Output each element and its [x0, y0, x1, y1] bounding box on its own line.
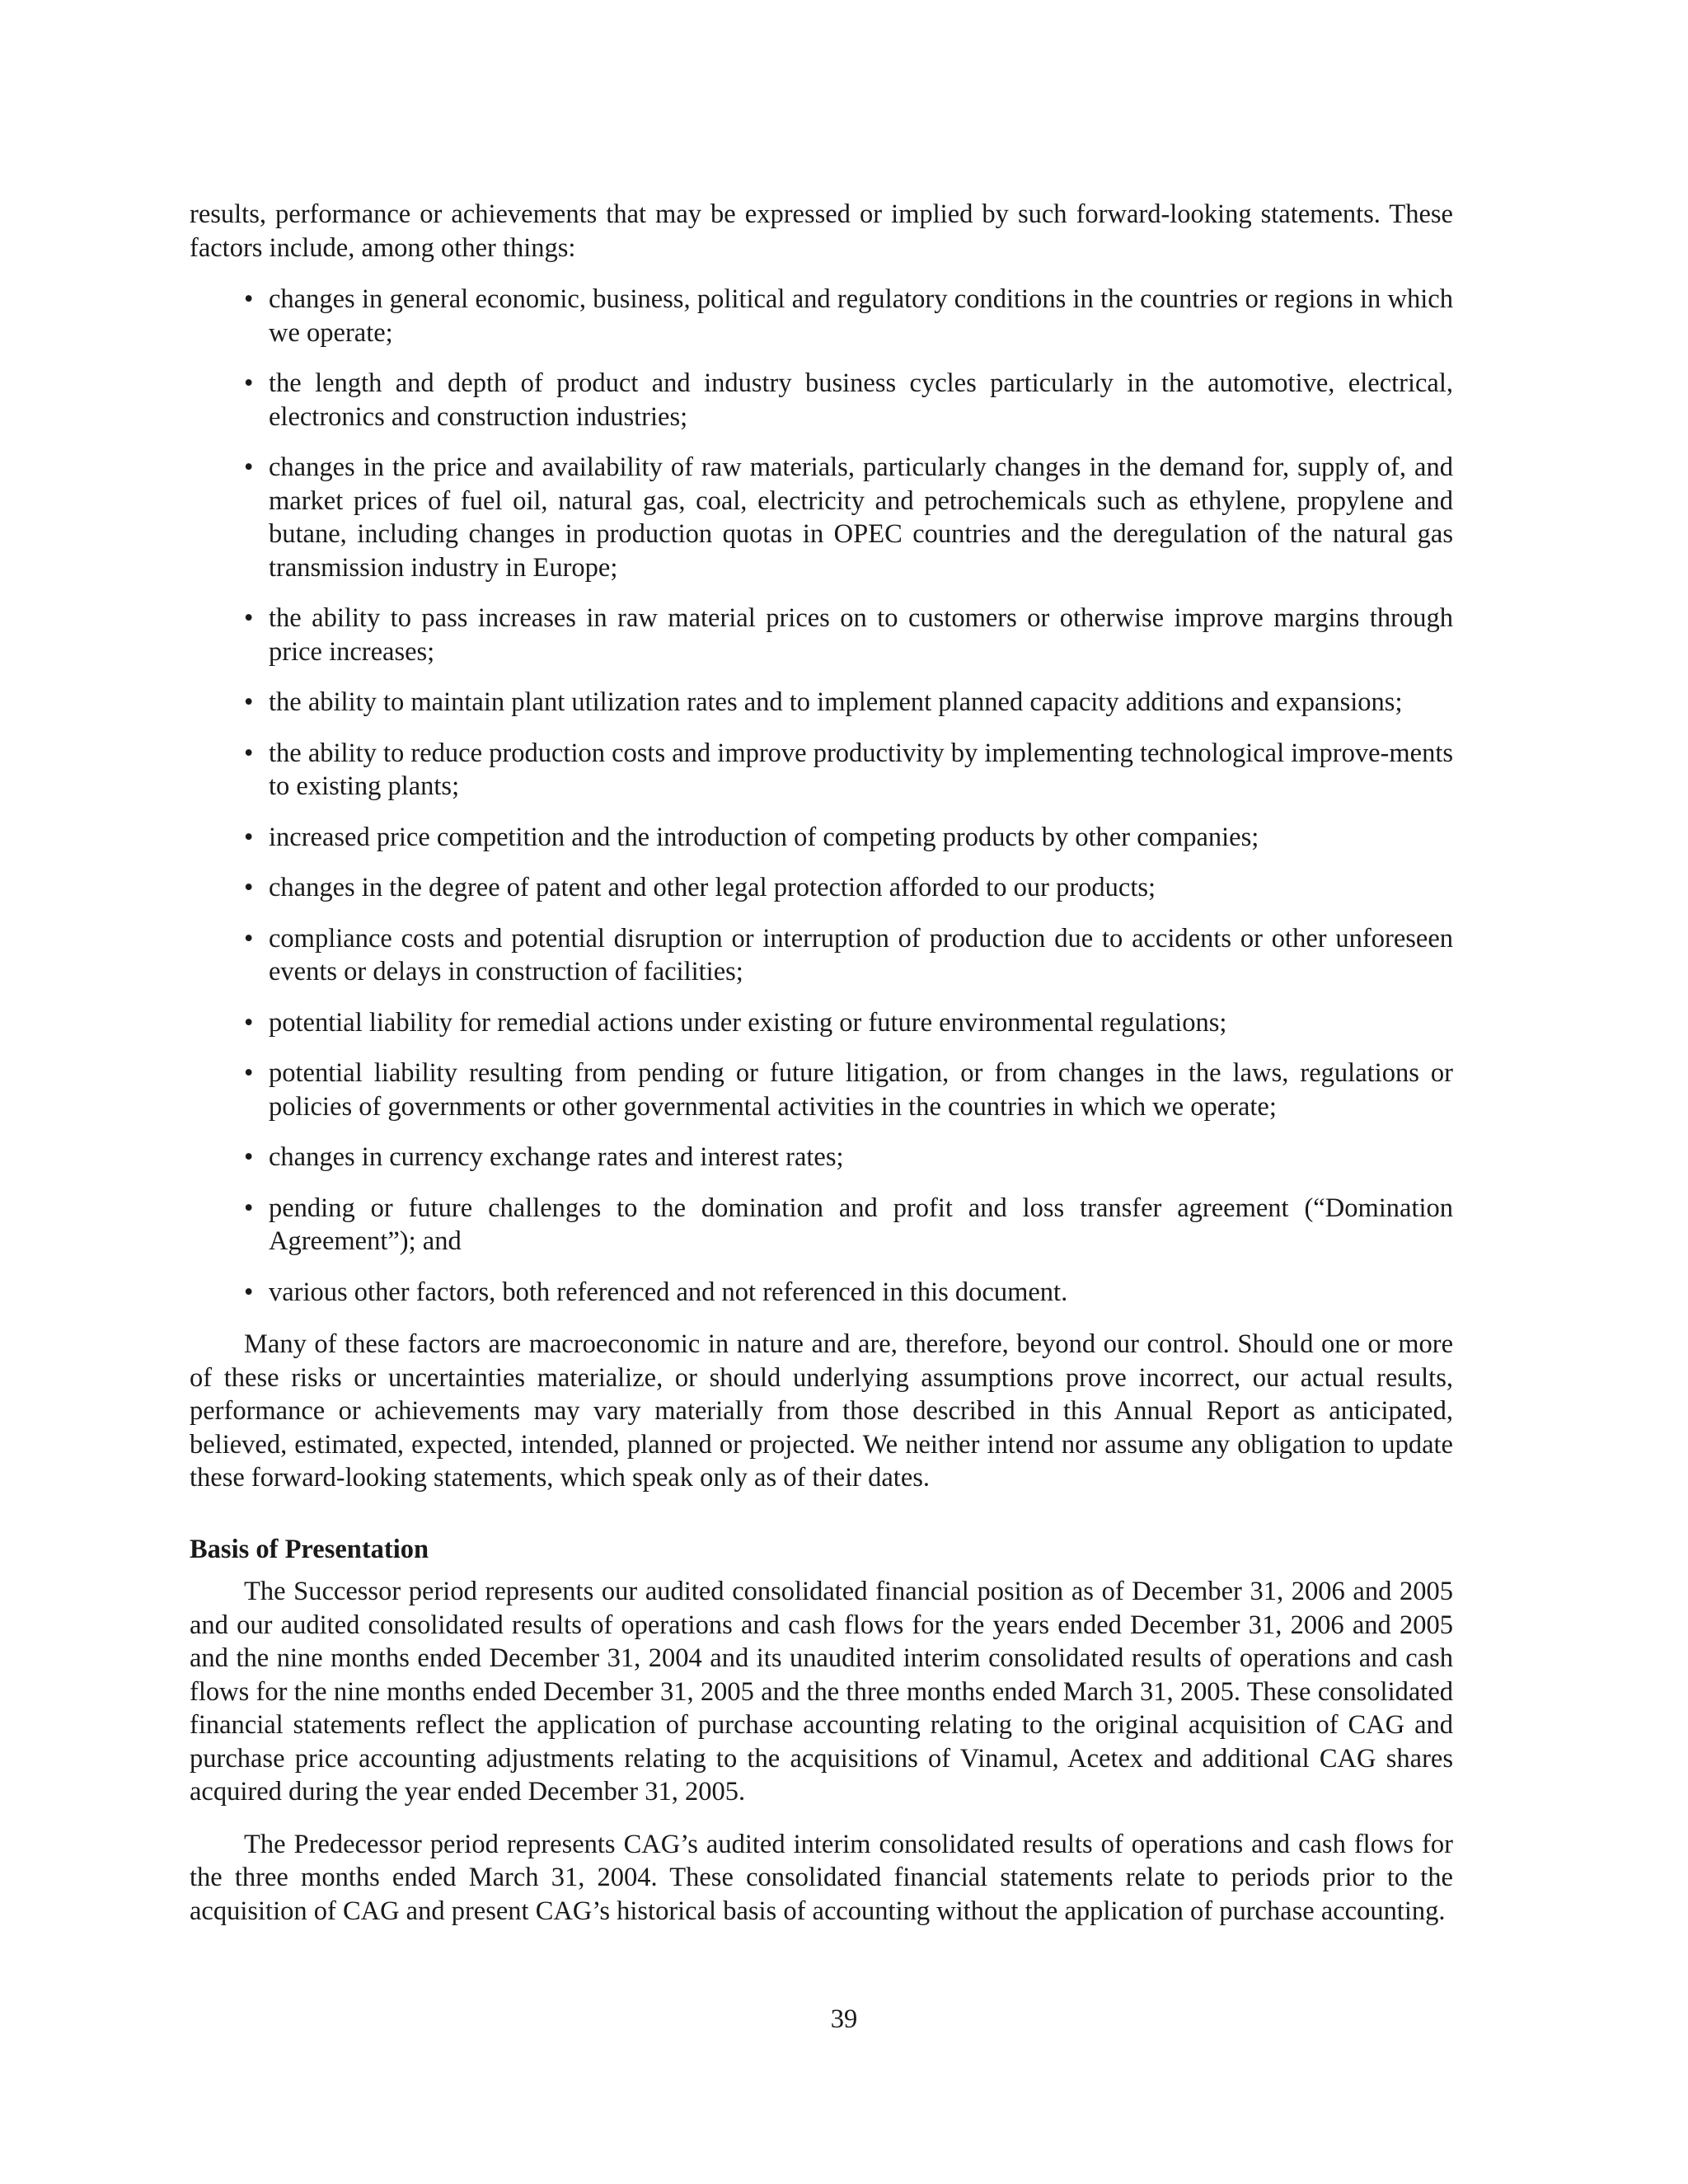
page-number: 39	[830, 2004, 858, 2034]
list-item: • the ability to maintain plant utilization rates and to implement planned capacity additions and expansions;	[269, 686, 1453, 719]
bullet-icon: •	[244, 603, 254, 633]
list-item: • compliance costs and potential disruption or interruption of production due to accidents or other unforeseen events or delays in construction of facilities;	[244, 923, 1453, 987]
list-item: • changes in general economic, business, political and regulatory conditions in the countries or regions in which we operate;	[244, 284, 1453, 348]
bullet-icon: •	[244, 687, 254, 717]
list-item: • potential liability for remedial actions under existing or future environmental regulations;	[269, 1006, 1453, 1040]
list-item: • potential liability resulting from pending or future litigation, or from changes in the laws, regulations or policies of governments or other governmental activities in the countries in which we operate;	[244, 1058, 1453, 1122]
closing-paragraph: Many of these factors are macroeconomic in nature and are, therefore, beyond our control. Should one or more of these risks or uncertainties materialize, or should underlying assumptions prove incorrect, our actual results, performance or achievements may vary materially from those described in this Annual Report as anticipated, believed, estimated, expected, intended, planned or projected. We neither intend nor assume any obligation to update these forward-looking statements, which speak only as of their dates.	[190, 1329, 1453, 1493]
bullet-icon: •	[244, 873, 254, 902]
bullet-icon: •	[244, 1007, 254, 1038]
bullet-icon: •	[244, 923, 254, 954]
bullet-icon: •	[244, 1193, 254, 1223]
factors-list	[190, 283, 1453, 1309]
bullet-icon: •	[244, 1058, 254, 1088]
bullet-icon: •	[244, 452, 254, 482]
document-body	[190, 198, 1453, 1928]
section-heading: Basis of Presentation	[190, 1534, 429, 1564]
list-item: • changes in currency exchange rates and interest rates;	[269, 1141, 1453, 1174]
intro-paragraph: results, performance or achievements that may be expressed or implied by such forward-looking statements. These factors include, among other things:	[190, 199, 1453, 263]
predecessor-paragraph: The Predecessor period represents CAG’s audited interim consolidated results of operations and cash flows for the three months ended March 31, 2004. These consolidated financial statements relate to periods prior to the acquisition of CAG and present CAG’s historical basis of accounting without the application of purchase accounting.	[190, 1829, 1453, 1926]
list-item: • the ability to reduce production costs and improve productivity by implementing technological improve-ments to existing plants;	[244, 738, 1453, 801]
bullet-icon: •	[244, 1277, 254, 1307]
list-item: • changes in the degree of patent and other legal protection afforded to our products;	[269, 871, 1453, 905]
list-item: • the ability to pass increases in raw material prices on to customers or otherwise improve margins through price increases;	[244, 603, 1453, 667]
list-item: • increased price competition and the introduction of competing products by other companies;	[269, 821, 1453, 855]
bullet-icon: •	[244, 368, 254, 398]
successor-paragraph: The Successor period represents our audited consolidated financial position as of December 31, 2006 and 2005 and our audited consolidated results of operations and cash flows for the years ended December 31, 2006 and 2005 and the nine months ended December 31, 2004 and its unaudited interim consolidated results of operations and cash flows for the nine months ended December 31, 2005 and the three months ended March 31, 2005. These consolidated financial statements reflect the application of purchase accounting relating to the original acquisition of CAG and purchase price accounting adjustments relating to the acquisitions of Vinamul, Acetex and additional CAG shares acquired during the year ended December 31, 2005.	[190, 1577, 1453, 1807]
list-item: • the length and depth of product and industry business cycles particularly in the automotive, electrical, electronics and construction industries;	[244, 368, 1453, 432]
list-item: • changes in the price and availability of raw materials, particularly changes in the demand for, supply of, and market prices of fuel oil, natural gas, coal, electricity and petrochemicals such as ethylene, propylene and butane, including changes in production quotas in OPEC countries and the deregulation of the natural gas transmission industry in Europe;	[244, 452, 1453, 583]
bullet-icon: •	[244, 284, 254, 314]
bullet-icon: •	[244, 1142, 254, 1172]
bullet-icon: •	[244, 738, 254, 768]
list-item: • various other factors, both referenced and not referenced in this document.	[269, 1276, 1453, 1310]
list-item: • pending or future challenges to the domination and profit and loss transfer agreement (“Domination Agreement”); and	[244, 1193, 1453, 1256]
bullet-icon: •	[244, 822, 254, 852]
